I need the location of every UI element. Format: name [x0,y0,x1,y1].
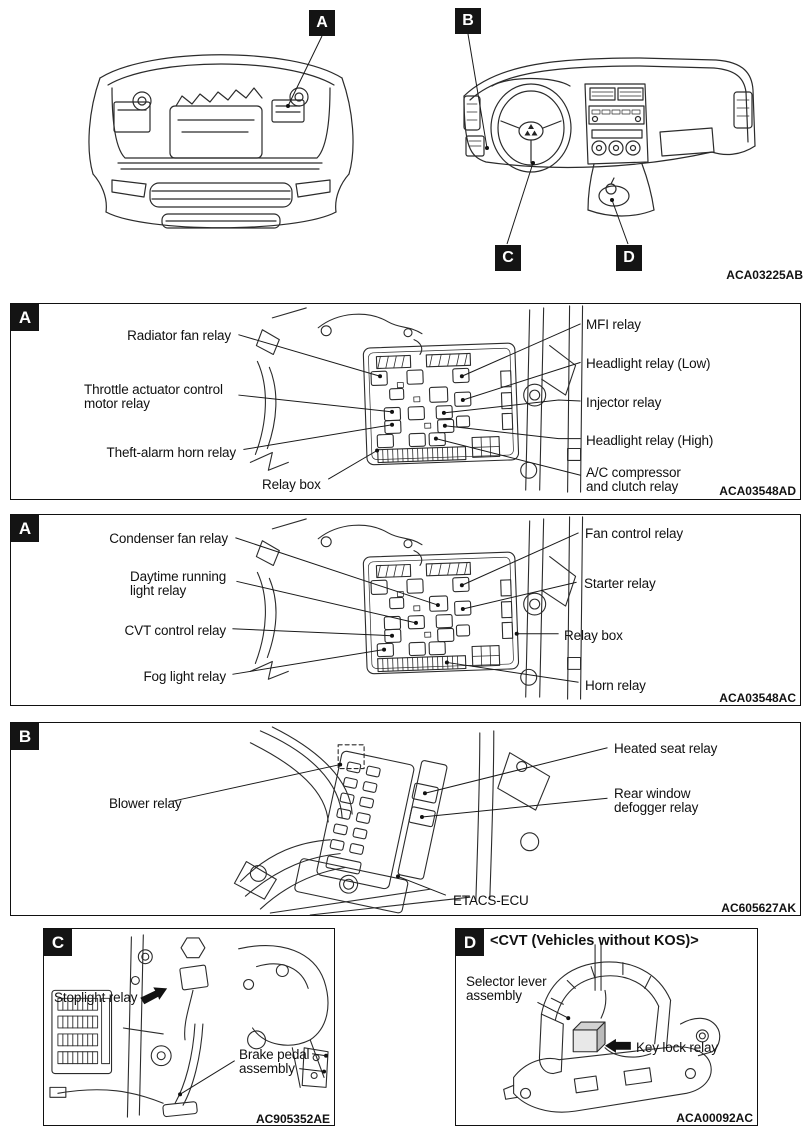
panel-a-engine-relay-box-1 [10,303,801,500]
label-condenser-fan-relay: Condenser fan relay [109,531,228,546]
label-line: Throttle actuator control [84,382,223,397]
label-line: light relay [130,582,187,598]
label-relay-box: Relay box [262,477,321,492]
panel-a-engine-relay-box-2 [10,514,801,706]
marker-c [495,245,521,271]
label-starter-relay: Starter relay [584,576,656,591]
label-daytime-running-light-relay [130,570,226,597]
label-line: Brake pedal [239,1047,310,1062]
panel-a2-badge [11,515,39,542]
label-theft-alarm-horn-relay: Theft-alarm horn relay [106,445,236,460]
panel-b-badge-letter: B [18,727,32,746]
label-throttle-actuator-control-motor-relay [84,383,223,410]
panel-c-brake-pedal-area [43,928,335,1126]
marker-b-letter: B [462,12,474,29]
figure-code-c: AC905352AE [255,1112,330,1126]
label-line: Selector lever [466,974,547,989]
label-fog-light-relay: Fog light relay [143,669,226,684]
label-headlight-relay-low: Headlight relay (Low) [586,356,711,371]
panel-d-selector-lever [455,928,758,1126]
label-selector-lever-assembly [466,975,546,1002]
label-line: assembly [466,987,522,1003]
overview-figure [0,0,810,292]
panel-c-badge [44,929,72,956]
label-blower-relay: Blower relay [109,796,182,811]
label-mfi-relay: MFI relay [586,317,641,332]
label-fan-control-relay: Fan control relay [585,526,683,541]
label-rear-window-defogger-relay [614,787,698,814]
marker-a-letter: A [316,14,328,31]
panel-c-badge-letter: C [51,933,65,952]
label-line: Rear window [614,786,691,801]
label-etacs-ecu: ETACS-ECU [453,893,529,908]
panel-c-illustration [44,929,334,1125]
panel-d-badge [456,929,484,956]
label-line: and clutch relay [586,478,679,494]
figure-code-b: AC605627AK [721,901,796,915]
panel-a1-badge [11,304,39,331]
marker-c-letter: C [502,249,514,266]
label-line: Daytime running [130,569,227,584]
panel-d-illustration [456,929,757,1125]
figure-code-a2: ACA03548AC [719,691,796,705]
label-headlight-relay-high: Headlight relay (High) [586,433,714,448]
figure-code-overview: ACA03225AB [726,268,803,282]
label-line: motor relay [84,395,150,411]
label-horn-relay: Horn relay [585,678,646,693]
label-line: A/C compressor [586,465,681,480]
marker-d [616,245,642,271]
label-radiator-fan-relay: Radiator fan relay [127,328,231,343]
figure-code-a1: ACA03548AD [719,484,796,498]
marker-a [309,10,335,36]
label-key-lock-relay: Key lock relay [636,1040,718,1055]
label-stoplight-relay: Stoplight relay [54,990,138,1005]
label-cvt-control-relay: CVT control relay [124,623,226,638]
label-ac-compressor-and-clutch-relay [586,466,681,493]
overview-illustration [0,0,810,292]
panel-d-badge-letter: D [463,933,477,952]
marker-b [455,8,481,34]
label-brake-pedal-assembly [239,1048,309,1075]
panel-a1-badge-letter: A [18,308,32,327]
label-injector-relay: Injector relay [586,395,662,410]
label-line: defogger relay [614,799,699,815]
panel-d-title: <CVT (Vehicles without KOS)> [490,933,699,949]
label-line: assembly [239,1060,295,1076]
panel-b-badge [11,723,39,750]
marker-d-letter: D [623,249,635,266]
panel-b-interior-relay-box [10,722,801,916]
panel-a2-badge-letter: A [18,519,32,538]
figure-code-d: ACA00092AC [676,1111,753,1125]
label-heated-seat-relay: Heated seat relay [614,741,718,756]
label-relay-box: Relay box [564,628,623,643]
